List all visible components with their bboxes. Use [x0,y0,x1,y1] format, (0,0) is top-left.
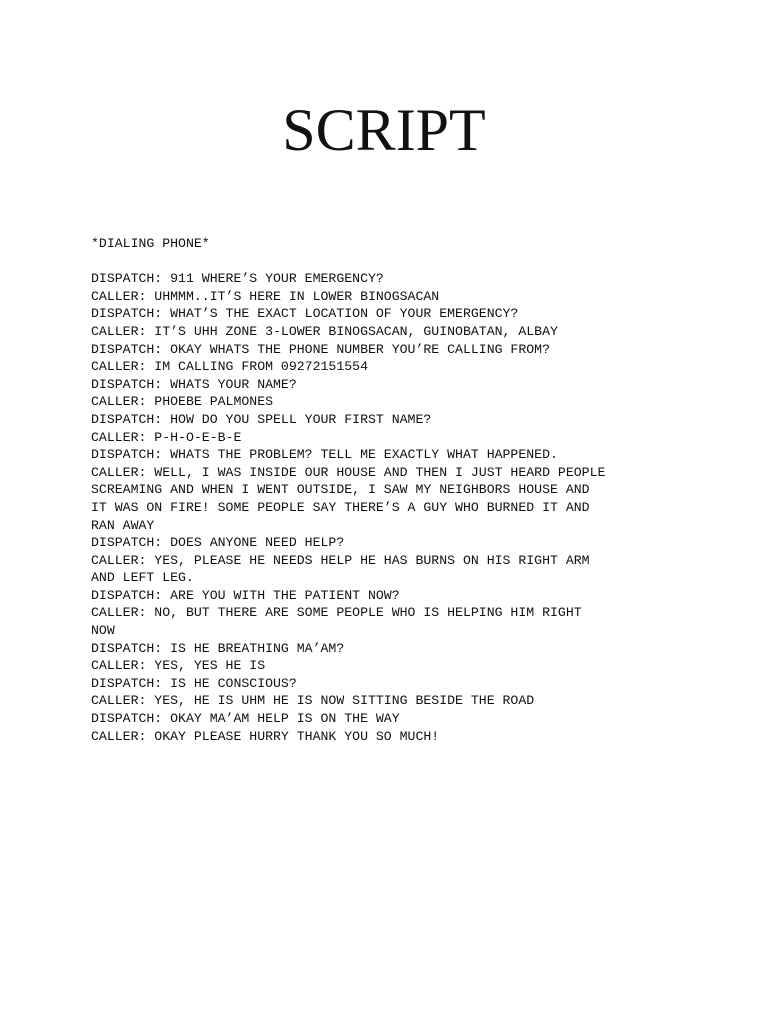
dialogue-line: DISPATCH: IS HE CONSCIOUS? [91,675,297,691]
dialogue-line: CALLER: YES, PLEASE HE NEEDS HELP HE HAS BURNS ON HIS RIGHT ARM [91,552,590,568]
page-title: SCRIPT [282,97,486,163]
dialogue-line: CALLER: WELL, I WAS INSIDE OUR HOUSE AND THEN I JUST HEARD PEOPLE [91,464,606,480]
dialogue-line: CALLER: NO, BUT THERE ARE SOME PEOPLE WHO IS HELPING HIM RIGHT [91,605,582,621]
dialogue-line: CALLER: YES, HE IS UHM HE IS NOW SITTING BESIDE THE ROAD [91,693,535,709]
dialogue-line: CALLER: YES, YES HE IS [91,658,266,674]
dialogue-line: DISPATCH: WHAT’S THE EXACT LOCATION OF YOUR EMERGENCY? [91,306,519,322]
dialogue-line: DISPATCH: 911 WHERE’S YOUR EMERGENCY? [91,271,384,287]
dialogue-line: DISPATCH: ARE YOU WITH THE PATIENT NOW? [91,587,400,603]
dialogue-line: DISPATCH: IS HE BREATHING MA’AM? [91,640,345,656]
dialogue-line: DISPATCH: DOES ANYONE NEED HELP? [91,535,345,551]
dialogue-line: DISPATCH: WHATS THE PROBLEM? TELL ME EXACTLY WHAT HAPPENED. [91,447,558,463]
dialogue-line: RAN AWAY [91,517,155,533]
dialogue-lines [91,270,691,745]
dialogue-line: DISPATCH: OKAY WHATS THE PHONE NUMBER YOU’RE CALLING FROM? [91,341,550,357]
dialogue-line: CALLER: OKAY PLEASE HURRY THANK YOU SO MUCH! [91,728,440,744]
dialogue-line: CALLER: P-H-O-E-B-E [91,429,242,445]
dialogue-line: CALLER: UHMMM..IT’S HERE IN LOWER BINOGSACAN [91,288,440,304]
intro-line: *DIALING PHONE* [91,236,210,251]
dialogue-line: CALLER: IT’S UHH ZONE 3-LOWER BINOGSACAN, GUINOBATAN, ALBAY [91,323,558,339]
dialogue-line: SCREAMING AND WHEN I WENT OUTSIDE, I SAW MY NEIGHBORS HOUSE AND [91,482,590,498]
dialogue-line: CALLER: IM CALLING FROM 09272151554 [91,359,368,375]
dialogue-line: DISPATCH: OKAY MA’AM HELP IS ON THE WAY [91,711,400,727]
dialogue-line: NOW [91,623,115,639]
dialogue-line: DISPATCH: HOW DO YOU SPELL YOUR FIRST NAME? [91,411,432,427]
blank-spacer [91,253,691,271]
dialogue-line: AND LEFT LEG. [91,570,194,586]
script-body [91,235,691,745]
dialogue-line: CALLER: PHOEBE PALMONES [91,394,274,410]
dialogue-line: DISPATCH: WHATS YOUR NAME? [91,376,297,392]
dialogue-line: IT WAS ON FIRE! SOME PEOPLE SAY THERE’S A GUY WHO BURNED IT AND [91,499,590,515]
